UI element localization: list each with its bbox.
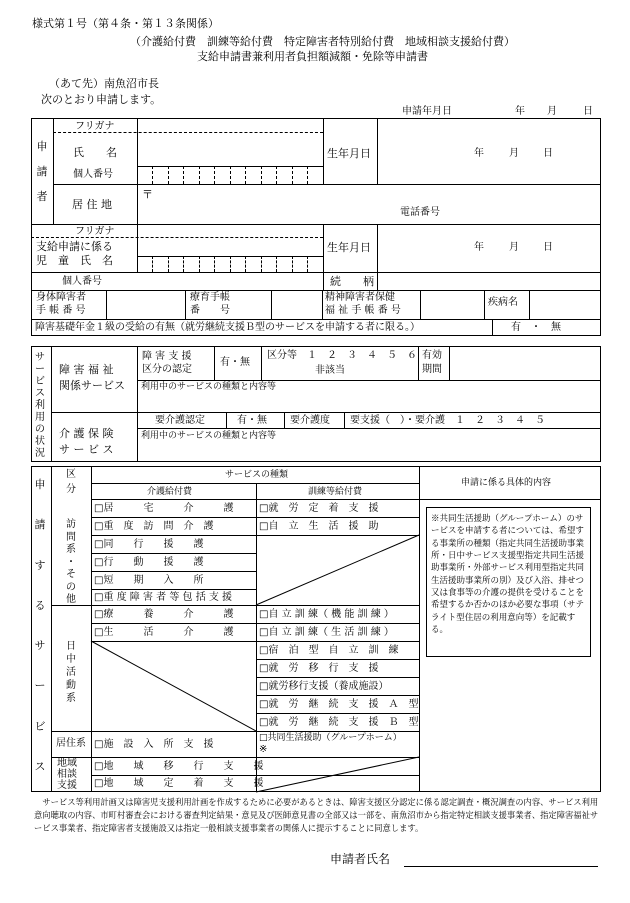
group-home-kome: ※ (259, 744, 268, 755)
addressee: （あて先）南魚沼市長 (49, 77, 159, 90)
service-keizoku-a[interactable]: □就 労 継 続 支 援 Ａ 型 (259, 699, 419, 710)
child-furigana-label: フリガナ (75, 226, 115, 237)
care-degree-values[interactable]: 要支援（ ）・要介護 １ ２ ３ ４ ５ (350, 415, 545, 426)
welfare-current-label: 利用中のサービスの種類と内容等 (141, 382, 277, 392)
date-month[interactable]: 月 (547, 106, 557, 117)
cert-umu[interactable]: 有・無 (220, 357, 250, 368)
form-title-line2: 支給申請書兼利用者負担額減額・免除等申請書 (197, 50, 428, 63)
service-group-home[interactable]: □共同生活援助（グループホーム） (259, 733, 402, 743)
seishin-label-1: 精神障害者保健 (325, 292, 395, 303)
applicant-birth-year[interactable]: 年 (474, 148, 484, 159)
service-teichaku[interactable]: □就 労 定 着 支 援 (259, 503, 379, 514)
usage-section-label: サ ー ビ ス 利 用 の 状 況 (35, 352, 45, 459)
applicant-birth-label: 生年月日 (327, 147, 371, 160)
specific-header: 申請に係る具体的内容 (461, 478, 552, 488)
service-ryoyo[interactable]: □療 養 介 護 (94, 609, 234, 620)
cat-nicchu: 日 中 活 動 系 (66, 641, 76, 704)
types-header: サービスの種類 (225, 470, 289, 480)
gh-note-text: ※共同生活援助（グループホーム）のサービスを申請する者については、希望する事業所の種類（指定共同生活援助事業所・日中サービス支援型指定共同生活援助事業所・外部サービス利用型指定共同生活援助事業所の別）及び入浴、排せつ又は食事等の介護の提供を受けることを希望するか否かのほか必要な事項（サテライト型住居の利用意向等）を記載する。 (431, 514, 585, 635)
service-seikatsu-kunren[interactable]: □自 立 訓 練（ 生 活 訓 練 ） (259, 627, 394, 638)
applicant-personal-no-label: 個人番号 (73, 169, 113, 180)
child-birth-label: 生年月日 (327, 241, 371, 254)
care-degree-label: 要介護度 (290, 415, 330, 426)
kubun-options[interactable]: 区分等 １ ２ ３ ４ ５ ６ (267, 350, 417, 361)
service-nyusho[interactable]: □施 設 入 所 支 援 (94, 739, 214, 750)
child-birth-year[interactable]: 年 (474, 242, 484, 253)
date-year[interactable]: 年 (515, 106, 525, 117)
service-chiiki-iko[interactable]: □地 域 移 行 支 援 (94, 761, 264, 772)
cat-chiiki-2: 相談 (57, 769, 77, 780)
care-current-label: 利用中のサービスの種類と内容等 (141, 431, 277, 441)
applicant-furigana-label: フリガナ (75, 121, 115, 132)
higaito-option[interactable]: 非該当 (315, 365, 345, 376)
applicant-name-label: 氏 名 (73, 146, 117, 159)
service-kyotaku[interactable]: □居 宅 介 護 (94, 503, 234, 514)
form-title-line1: （介護給付費 訓練等給付費 特定障害者特別給付費 地域相談支援給付費） (130, 35, 515, 48)
child-name-label-2: 児 童 氏 名 (36, 254, 113, 267)
kunren-header: 訓練等給付費 (308, 487, 363, 497)
application-date-label: 申請年月日 (402, 106, 452, 117)
disease-label: 疾病名 (488, 297, 518, 308)
shintai-label-1: 身体障害者 (36, 292, 86, 303)
service-iko-yosei[interactable]: □就労移行支援（養成施設） (259, 681, 389, 692)
child-birth-day[interactable]: 日 (543, 242, 553, 253)
kubun-header-2: 分 (66, 484, 76, 495)
care-label-2: サ ー ビ ス (59, 443, 114, 456)
intro-text: 次のとおり申請します。 (41, 93, 162, 106)
care-cert-umu[interactable]: 有・無 (237, 415, 267, 426)
service-shukuhaku[interactable]: □宿 泊 型 自 立 訓 練 (259, 645, 399, 656)
cat-chiiki-3: 支援 (57, 780, 77, 791)
child-name-label-1: 支給申請に係る (36, 240, 113, 253)
kubun-header-1: 区 (66, 469, 76, 480)
service-judo-houmon[interactable]: □重 度 訪 問 介 護 (94, 521, 214, 532)
applicant-section-label: 申 請 者 (36, 140, 48, 203)
pension-options[interactable]: 有 ・ 無 (511, 322, 561, 333)
child-birth-month[interactable]: 月 (509, 242, 519, 253)
date-day[interactable]: 日 (583, 106, 593, 117)
care-cert-label: 要介護認定 (155, 415, 205, 426)
cert-label-1: 障 害 支 援 (142, 351, 192, 362)
valid-label-1: 有効 (422, 350, 442, 361)
service-tanki[interactable]: □短 期 入 所 (94, 575, 204, 586)
applicant-address-label: 居 住 地 (72, 198, 112, 211)
service-kodo[interactable]: □行 動 援 護 (94, 557, 204, 568)
postal-mark: 〒 (142, 188, 153, 201)
valid-label-2: 期間 (422, 364, 442, 375)
shintai-label-2: 手 帳 番 号 (36, 305, 86, 316)
kaigo-header: 介護給付費 (147, 487, 193, 497)
relation-label: 続 柄 (330, 275, 374, 288)
consent-text: サービス等利用計画又は障害児支援利用計画を作成するために必要があるときは、障害支援区分認定に係る認定調査・概況調査の内容、サービス利用意向聴取の内容、市町村審査会における審査判定結果・意見及び医師意見書の全部又は一部を、南魚沼市から指定特定相談支援事業者、指定障害福祉サービス事業者、指定障害者支援施設又は指定一般相談支援事業者の関係人に提示することに同意します。 (34, 797, 599, 833)
applicant-birth-month[interactable]: 月 (509, 148, 519, 159)
cat-chiiki-1: 地域 (57, 758, 77, 769)
seishin-label-2: 福 祉 手 帳 番 号 (325, 305, 401, 316)
welfare-label-2: 関係サービス (59, 379, 125, 392)
ryoiku-label-1: 療育手帳 (190, 292, 230, 303)
service-seikatsu-kaigo[interactable]: □生 活 介 護 (94, 627, 234, 638)
signature-line[interactable] (404, 866, 598, 867)
service-chiiki-teichaku[interactable]: □地 域 定 着 支 援 (94, 778, 264, 789)
service-doko[interactable]: □同 行 援 護 (94, 539, 204, 550)
service-jiritsu-seikatsu[interactable]: □自 立 生 活 援 助 (259, 521, 379, 532)
child-personal-no-label: 個人番号 (62, 276, 102, 287)
service-hokatsu[interactable]: □重 度 障 害 者 等 包 括 支 援 (94, 592, 233, 603)
cert-label-2: 区分の認定 (142, 364, 192, 375)
care-label-1: 介 護 保 険 (59, 427, 114, 440)
cat-houmon: 訪 問 系 ・ そ の 他 (66, 519, 76, 605)
phone-label: 電話番号 (400, 207, 440, 218)
service-kino-kunren[interactable]: □自 立 訓 練（ 機 能 訓 練 ） (259, 609, 394, 620)
service-iko[interactable]: □就 労 移 行 支 援 (259, 663, 379, 674)
ryoiku-label-2: 番 号 (190, 305, 230, 316)
pension-question: 障害基礎年金１級の受給の有無（就労継続支援Ｂ型のサービスを申請する者に限る。） (35, 322, 420, 333)
cat-kyoju: 居住系 (56, 738, 86, 749)
signature-label: 申請者氏名 (330, 852, 391, 866)
service-keizoku-b[interactable]: □就 労 継 続 支 援 Ｂ 型 (259, 717, 419, 728)
welfare-label-1: 障 害 福 祉 (59, 363, 114, 376)
services-section-label: 申 請 す る サ ー ビ ス (34, 478, 46, 774)
applicant-birth-day[interactable]: 日 (543, 148, 553, 159)
form-number: 様式第１号（第４条・第１３条関係） (32, 17, 219, 30)
